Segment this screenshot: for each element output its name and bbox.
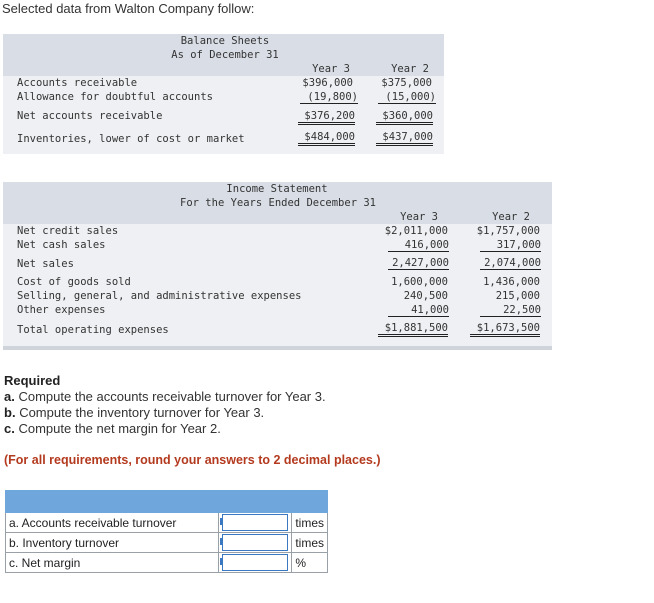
income-row-y3: 416,000 — [388, 239, 449, 252]
intro-text: Selected data from Walton Company follow: — [2, 1, 255, 16]
balance-row-label: Accounts receivable — [17, 77, 138, 89]
income-statement-title: Income Statement — [226, 183, 328, 195]
balance-row-y3: $396,000 — [302, 77, 353, 89]
income-row-label: Net sales — [17, 258, 74, 270]
answer-unit: times — [292, 513, 328, 533]
income-row-label: Total operating expenses — [17, 324, 169, 336]
balance-row-label: Allowance for doubtful accounts — [17, 91, 213, 103]
required-item-text: Compute the accounts receivable turnover for Year 3. — [18, 389, 326, 404]
answer-row — [6, 533, 328, 553]
balance-col-year2: Year 2 — [391, 63, 429, 75]
income-row-y3: 1,600,000 — [391, 276, 448, 288]
answer-label: a. Accounts receivable turnover — [6, 513, 219, 533]
answer-input[interactable] — [222, 534, 288, 551]
answer-label: c. Net margin — [6, 553, 219, 573]
income-row-y2: 1,436,000 — [483, 276, 540, 288]
income-statement-subtitle: For the Years Ended December 31 — [180, 197, 376, 209]
income-statement-bottom-rule — [3, 346, 552, 350]
income-row-y3: $2,011,000 — [384, 225, 448, 237]
balance-row-y3: $376,200 — [298, 110, 355, 125]
answer-row — [6, 553, 328, 573]
balance-row-y2: (15,000) — [378, 91, 436, 104]
answer-table — [5, 490, 328, 573]
answer-input[interactable] — [222, 554, 288, 571]
income-row-y2: $1,673,500 — [470, 322, 540, 337]
income-row-label: Net credit sales — [17, 225, 119, 237]
income-row-y3: 41,000 — [388, 304, 449, 317]
income-row-label: Other expenses — [17, 304, 106, 316]
balance-row-y2: $375,000 — [381, 77, 432, 89]
income-row-y3: $1,881,500 — [378, 322, 448, 337]
income-row-label: Cost of goods sold — [17, 276, 131, 288]
answer-table-header — [6, 491, 328, 513]
required-item-c — [4, 421, 221, 436]
required-item-text: Compute the net margin for Year 2. — [18, 421, 221, 436]
balance-row-label: Inventories, lower of cost or market — [17, 133, 245, 145]
required-item-letter: b. — [4, 405, 16, 420]
income-row-y2: 22,500 — [480, 304, 541, 317]
income-row-y3: 2,427,000 — [388, 257, 449, 270]
balance-sheet-subtitle: As of December 31 — [171, 49, 279, 61]
required-item-text: Compute the inventory turnover for Year 3. — [19, 405, 265, 420]
required-item-letter: a. — [4, 389, 15, 404]
balance-sheet-title: Balance Sheets — [180, 35, 270, 47]
income-row-y2: 215,000 — [495, 290, 540, 302]
answer-row — [6, 513, 328, 533]
balance-row-label: Net accounts receivable — [17, 110, 163, 122]
income-row-label: Net cash sales — [17, 239, 106, 251]
income-row-y3: 240,500 — [403, 290, 448, 302]
required-item-b — [4, 405, 264, 420]
income-row-y2: 2,074,000 — [480, 257, 541, 270]
income-col-year3: Year 3 — [400, 211, 438, 223]
answer-input[interactable] — [222, 514, 288, 531]
answer-unit: times — [292, 533, 328, 553]
balance-row-y3: $484,000 — [298, 131, 355, 146]
required-heading: Required — [4, 373, 61, 388]
income-row-label: Selling, general, and administrative expenses — [17, 290, 302, 302]
income-col-year2: Year 2 — [492, 211, 530, 223]
balance-row-y2: $360,000 — [376, 110, 433, 125]
income-row-y2: $1,757,000 — [476, 225, 540, 237]
rounding-note: (For all requirements, round your answers to 2 decimal places.) — [4, 453, 381, 467]
balance-row-y2: $437,000 — [376, 131, 433, 146]
required-item-a — [4, 389, 326, 404]
answer-unit: % — [292, 553, 328, 573]
required-item-letter: c. — [4, 421, 15, 436]
answer-label: b. Inventory turnover — [6, 533, 219, 553]
balance-col-year3: Year 3 — [312, 63, 350, 75]
balance-row-y3: (19,800) — [300, 91, 358, 104]
income-row-y2: 317,000 — [480, 239, 541, 252]
